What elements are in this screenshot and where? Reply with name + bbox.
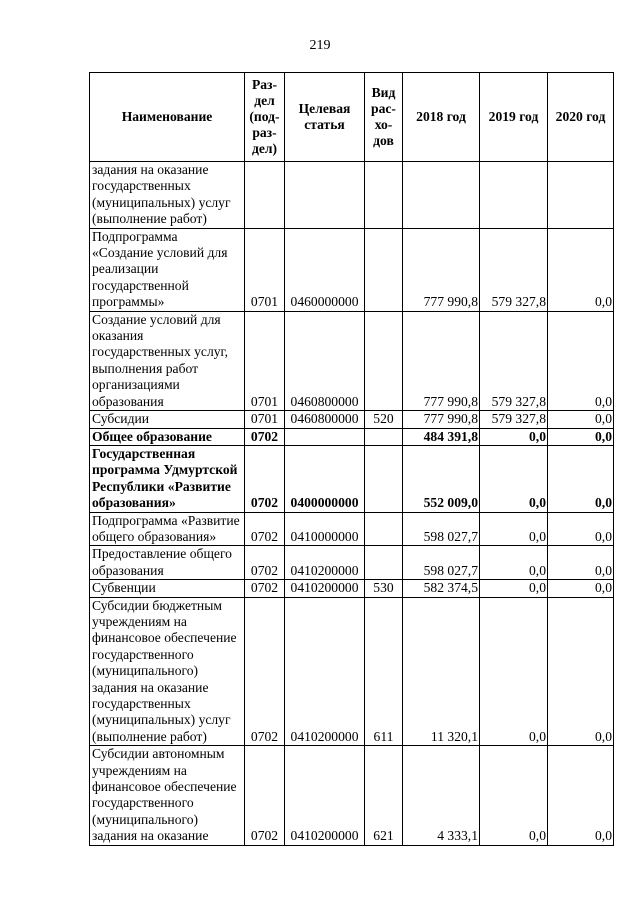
cell-name: Подпрограмма «Создание условий для реализации государственной программы»	[90, 228, 245, 311]
header-name: Наименование	[90, 73, 245, 162]
cell-type: 621	[365, 746, 403, 845]
cell-section: 0701	[245, 411, 285, 428]
cell-section: 0702	[245, 512, 285, 546]
cell-2020: 0,0	[548, 311, 614, 410]
cell-2020: 0,0	[548, 546, 614, 580]
cell-target	[285, 162, 365, 229]
header-2019: 2019 год	[480, 73, 548, 162]
cell-section: 0701	[245, 311, 285, 410]
cell-2020	[548, 162, 614, 229]
cell-2020: 0,0	[548, 428, 614, 445]
cell-target: 0410200000	[285, 546, 365, 580]
header-target: Целевая статья	[285, 73, 365, 162]
cell-target: 0410200000	[285, 746, 365, 845]
cell-target: 0460000000	[285, 228, 365, 311]
cell-name: Предоставление общего образования	[90, 546, 245, 580]
cell-2019	[480, 162, 548, 229]
cell-2018: 598 027,7	[403, 512, 480, 546]
cell-2020: 0,0	[548, 512, 614, 546]
cell-name: Государственная программа Удмуртской Республики «Развитие образования»	[90, 445, 245, 512]
cell-2019: 0,0	[480, 746, 548, 845]
cell-target: 0460800000	[285, 411, 365, 428]
cell-name: Субвенции	[90, 580, 245, 597]
table-row	[90, 546, 614, 580]
cell-2018: 598 027,7	[403, 546, 480, 580]
cell-2018	[403, 162, 480, 229]
cell-2018: 4 333,1	[403, 746, 480, 845]
cell-type: 520	[365, 411, 403, 428]
cell-2020: 0,0	[548, 228, 614, 311]
table-row	[90, 512, 614, 546]
cell-type	[365, 428, 403, 445]
cell-2019: 0,0	[480, 546, 548, 580]
budget-table	[89, 72, 614, 846]
cell-type	[365, 228, 403, 311]
cell-type	[365, 311, 403, 410]
cell-2020: 0,0	[548, 597, 614, 746]
cell-type	[365, 445, 403, 512]
cell-2018: 777 990,8	[403, 311, 480, 410]
cell-2020: 0,0	[548, 746, 614, 845]
cell-2019: 0,0	[480, 580, 548, 597]
cell-2018: 777 990,8	[403, 411, 480, 428]
cell-2018: 484 391,8	[403, 428, 480, 445]
cell-type	[365, 162, 403, 229]
table-row	[90, 428, 614, 445]
cell-section: 0702	[245, 597, 285, 746]
cell-2019: 0,0	[480, 428, 548, 445]
cell-type	[365, 512, 403, 546]
cell-section: 0702	[245, 746, 285, 845]
cell-name: Создание условий для оказания государственных услуг, выполнения работ организациями образования	[90, 311, 245, 410]
cell-2018: 582 374,5	[403, 580, 480, 597]
cell-section: 0702	[245, 546, 285, 580]
cell-2019: 579 327,8	[480, 228, 548, 311]
cell-name: Подпрограмма «Развитие общего образования»	[90, 512, 245, 546]
cell-name: задания на оказание государственных (муниципальных) услуг (выполнение работ)	[90, 162, 245, 229]
cell-2019: 579 327,8	[480, 311, 548, 410]
cell-2019: 0,0	[480, 597, 548, 746]
cell-name: Субсидии	[90, 411, 245, 428]
table-header-row	[90, 73, 614, 162]
cell-2018: 11 320,1	[403, 597, 480, 746]
table-row	[90, 162, 614, 229]
cell-section	[245, 162, 285, 229]
cell-target: 0410200000	[285, 597, 365, 746]
table-row	[90, 746, 614, 845]
cell-2018: 552 009,0	[403, 445, 480, 512]
cell-name: Общее образование	[90, 428, 245, 445]
cell-target: 0410000000	[285, 512, 365, 546]
cell-2020: 0,0	[548, 580, 614, 597]
cell-section: 0702	[245, 445, 285, 512]
table-row	[90, 411, 614, 428]
cell-name: Субсидии бюджетным учреждениям на финансовое обеспечение государственного (муниципального) задания на оказание государственных (муниципальных) услуг (выполнение работ)	[90, 597, 245, 746]
table-row	[90, 580, 614, 597]
page-number: 219	[309, 38, 331, 53]
cell-section: 0702	[245, 428, 285, 445]
table-row	[90, 311, 614, 410]
cell-type	[365, 546, 403, 580]
cell-type: 530	[365, 580, 403, 597]
cell-2020: 0,0	[548, 445, 614, 512]
cell-2019: 0,0	[480, 512, 548, 546]
cell-section: 0701	[245, 228, 285, 311]
header-2020: 2020 год	[548, 73, 614, 162]
cell-target: 0400000000	[285, 445, 365, 512]
cell-target: 0460800000	[285, 311, 365, 410]
cell-target	[285, 428, 365, 445]
header-type: Вид рас-хо-дов	[365, 73, 403, 162]
cell-type: 611	[365, 597, 403, 746]
cell-2019: 579 327,8	[480, 411, 548, 428]
cell-2018: 777 990,8	[403, 228, 480, 311]
cell-2020: 0,0	[548, 411, 614, 428]
cell-name: Субсидии автономным учреждениям на финансовое обеспечение государственного (муниципального) задания на оказание	[90, 746, 245, 845]
cell-target: 0410200000	[285, 580, 365, 597]
table-row	[90, 445, 614, 512]
header-section: Раз-дел (под-раз-дел)	[245, 73, 285, 162]
header-2018: 2018 год	[403, 73, 480, 162]
cell-2019: 0,0	[480, 445, 548, 512]
table-row	[90, 228, 614, 311]
table-row	[90, 597, 614, 746]
cell-section: 0702	[245, 580, 285, 597]
